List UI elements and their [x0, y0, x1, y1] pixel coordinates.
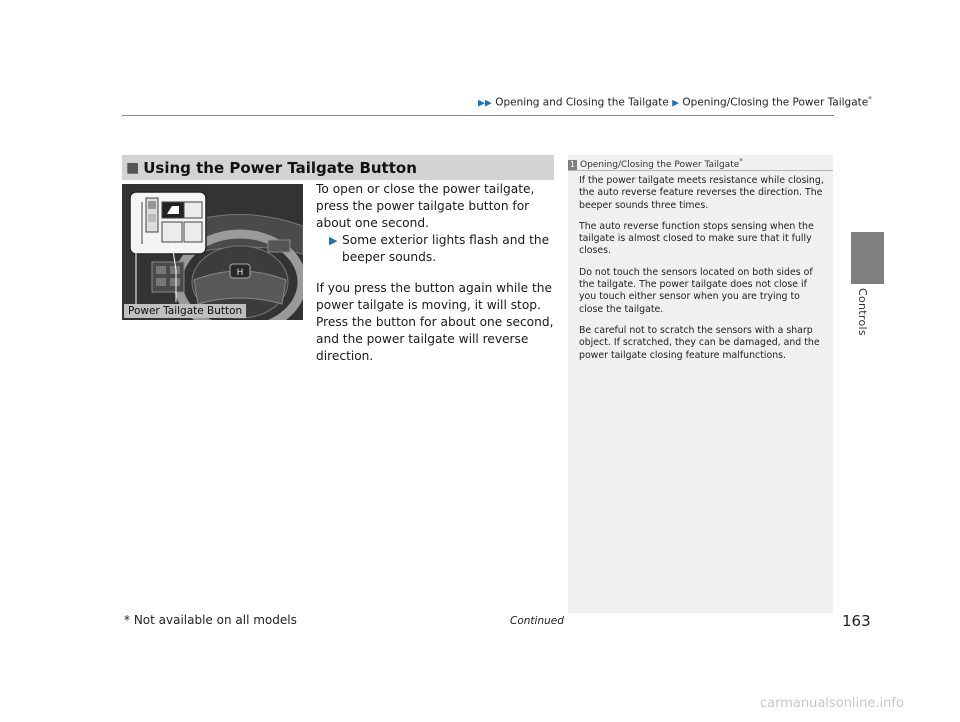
- breadcrumb-arrow-icon: ▶: [672, 98, 680, 109]
- note-paragraph: The auto reverse function stops sensing when the tailgate is almost closed to make sure that it fully closes.: [579, 220, 814, 257]
- page-number: 163: [842, 612, 871, 630]
- breadcrumb: [478, 95, 872, 109]
- breadcrumb-asterisk: *: [868, 95, 872, 103]
- instructions: [316, 181, 556, 365]
- breadcrumb-item[interactable]: Opening/Closing the Power Tailgate: [682, 96, 869, 109]
- watermark: carmanualsonline.info: [760, 696, 904, 711]
- breadcrumb-arrow-icon: ▶▶: [478, 98, 492, 109]
- section-marker-icon: ■: [126, 159, 140, 176]
- note-paragraph: If the power tailgate meets resistance while closing, the auto reverse feature reverses the direction. The beeper sounds three times.: [579, 175, 824, 211]
- continued-label: Continued: [510, 615, 564, 627]
- dashboard-drawing: [122, 184, 303, 320]
- chapter-tab[interactable]: [851, 232, 884, 284]
- note-divider: [568, 170, 833, 171]
- section-header: [122, 155, 554, 180]
- note-heading-text: Opening/Closing the Power Tailgate: [580, 160, 740, 170]
- instruction-paragraph: If you press the button again while the power tailgate is moving, it will stop.: [316, 281, 553, 312]
- chapter-tab-label: Controls: [856, 288, 869, 336]
- note-paragraph: Be careful not to scratch the sensors with a sharp object. If scratched, they can be damaged, and the power tailgate closing feature malfunctions.: [579, 324, 820, 361]
- instruction-paragraph: To open or close the power tailgate, press the power tailgate button for about one second.: [316, 182, 535, 230]
- header-divider: [122, 115, 834, 116]
- footnote: * Not available on all models: [124, 613, 297, 627]
- dashboard-illustration: [122, 184, 303, 320]
- svg-text:H: H: [236, 268, 244, 278]
- result-arrow-icon: ▶: [329, 234, 338, 247]
- note-paragraph: Do not touch the sensors located on both sides of the tailgate. The power tailgate does not close if you touch either sensor when you are trying to close the tailgate.: [579, 266, 813, 315]
- instruction-result: [331, 232, 556, 266]
- section-title: Using the Power Tailgate Button: [143, 158, 417, 177]
- note-number-badge: 1: [569, 159, 576, 169]
- note-heading-asterisk: *: [739, 157, 743, 165]
- instruction-paragraph: Press the button for about one second, and the power tailgate will reverse direction.: [316, 315, 554, 363]
- note-heading[interactable]: [568, 157, 833, 170]
- instruction-result-text: Some exterior lights flash and the beeper sounds.: [342, 233, 550, 264]
- breadcrumb-item[interactable]: Opening and Closing the Tailgate: [495, 96, 669, 109]
- figure-callout-label: Power Tailgate Button: [124, 304, 246, 318]
- note-body: [579, 175, 827, 371]
